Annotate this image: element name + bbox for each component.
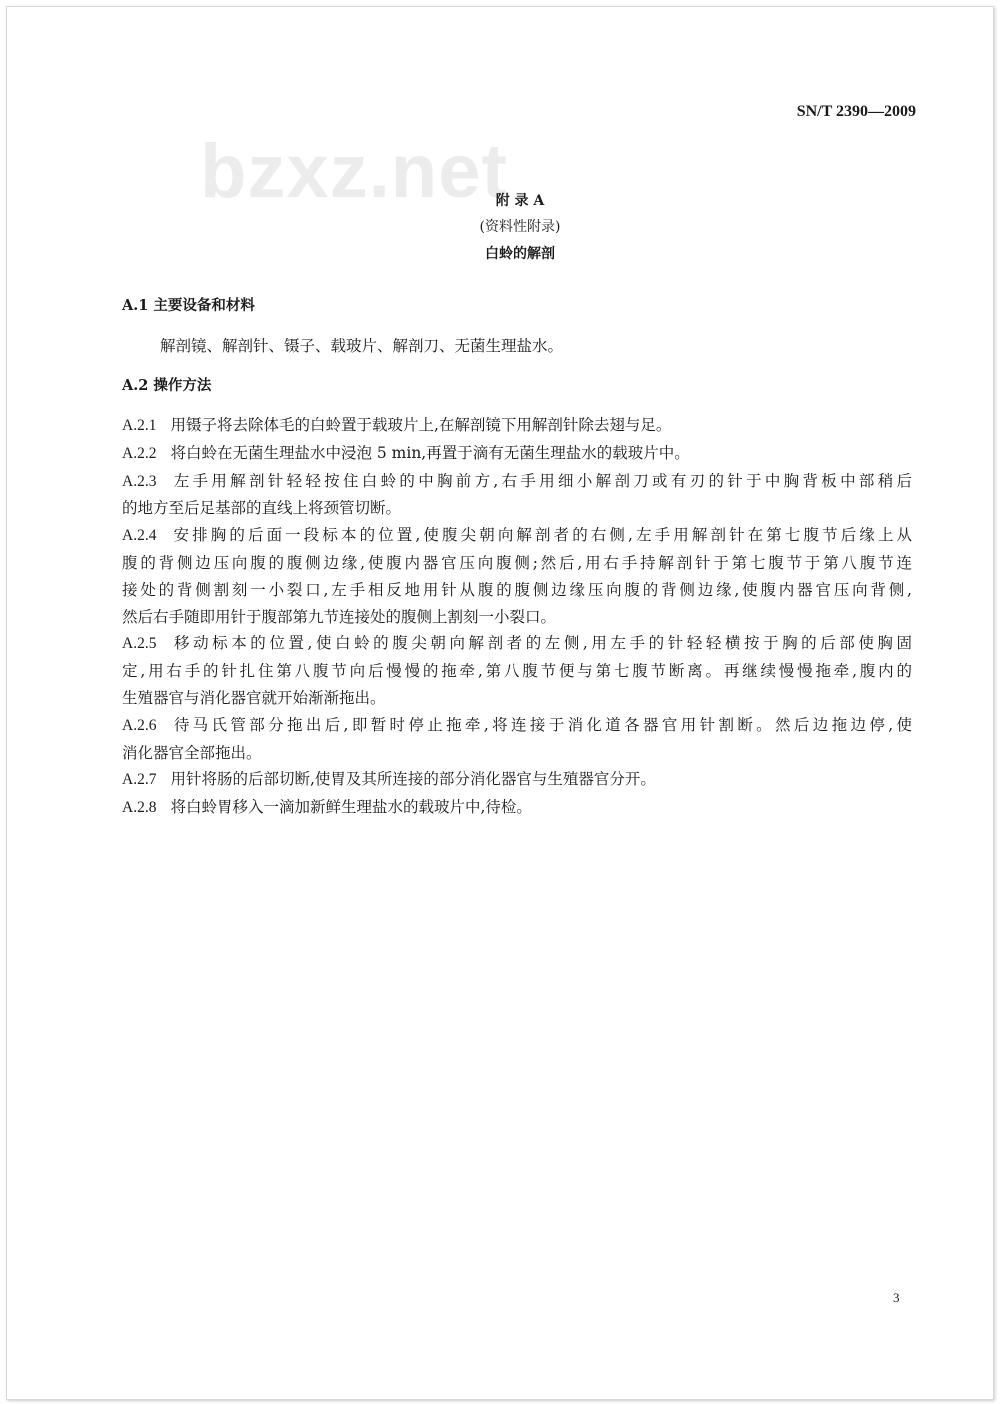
step-line — [122, 522, 912, 550]
step-text: 用镊子将去除体毛的白蛉置于载玻片上,在解剖镜下用解剖针除去翅与足。 — [170, 416, 672, 434]
step-number: A.2.5 — [122, 635, 157, 653]
step-line — [122, 766, 912, 794]
appendix-name: 白蛉的解剖 — [485, 246, 555, 262]
step-line — [122, 412, 912, 440]
step-number: A.2.4 — [122, 527, 157, 545]
step-text: 接处的背侧割刻一小裂口,左手相反地用针从腹的腹侧边缘压向腹的背侧边缘,使腹内器官压向背侧, — [122, 580, 912, 599]
step-text: 定,用右手的针扎住第八腹节向后慢慢的拖牵,第八腹节便与第七腹节断离。再继续慢慢拖牵,腹内的 — [122, 662, 912, 681]
step-line — [122, 685, 912, 712]
step-text: 生殖器官与消化器官就开始渐渐拖出。 — [122, 688, 386, 707]
step-line — [122, 468, 912, 496]
step-line — [122, 740, 912, 767]
step-line — [122, 550, 912, 577]
step-text: 的地方至后足基部的直线上将颈管切断。 — [122, 499, 402, 518]
step-number: A.2.6 — [122, 716, 157, 734]
section-a1-heading: A.1 主要设备和材料 — [122, 297, 255, 314]
step-line — [122, 630, 912, 658]
page-number: 3 — [893, 1290, 900, 1305]
step-text: 移动标本的位置,使白蛉的腹尖朝向解剖者的左侧,用左手的针轻轻横按于胸的后部使胸固 — [170, 634, 912, 653]
standard-number: SN/T 2390—2009 — [796, 103, 916, 120]
step-text: 左手用解剖针轻轻按住白蛉的中胸前方,右手用细小解剖刀或有刃的针于中胸背板中部稍后 — [170, 471, 912, 490]
step-line — [122, 794, 912, 822]
step-line — [122, 712, 912, 740]
step-number: A.2.2 — [122, 444, 157, 462]
step-number: A.2.3 — [122, 472, 157, 490]
section-a1-text: 解剖镜、解剖针、镊子、载玻片、解剖刀、无菌生理盐水。 — [160, 337, 564, 355]
step-text: 用针将肠的后部切断,使胃及其所连接的部分消化器官与生殖器官分开。 — [170, 770, 656, 789]
step-line — [122, 604, 912, 631]
step-number: A.2.8 — [122, 799, 157, 817]
step-text: 然后右手随即用针于腹部第九节连接处的腹侧上割刻一小裂口。 — [122, 607, 557, 626]
step-line — [122, 495, 912, 522]
step-text: 安排胸的后面一段标本的位置,使腹尖朝向解剖者的右侧,左手用解剖针在第七腹节后缘上从 — [170, 526, 912, 545]
step-text: 将白蛉胃移入一滴加新鲜生理盐水的载玻片中,待检。 — [170, 798, 532, 817]
step-number: A.2.1 — [122, 417, 157, 434]
section-a2-heading: A.2 操作方法 — [122, 377, 212, 394]
step-text: 将白蛉在无菌生理盐水中浸泡 5 min,再置于滴有无菌生理盐水的载玻片中。 — [170, 443, 690, 462]
step-line — [122, 577, 912, 604]
procedure-steps — [122, 412, 912, 822]
appendix-title: 附 录 A — [495, 193, 545, 209]
step-text: 腹的背侧边压向腹的腹侧边缘,使腹内器官压向腹侧;然后,用右手持解剖针于第七腹节于第八腹节连 — [122, 553, 912, 572]
step-number: A.2.7 — [122, 771, 157, 789]
step-text: 消化器官全部拖出。 — [122, 743, 262, 762]
appendix-type: (资料性附录) — [479, 219, 561, 235]
step-line — [122, 658, 912, 685]
step-text: 待马氏管部分拖出后,即暂时停止拖牵,将连接于消化道各器官用针割断。然后边拖边停,使 — [170, 715, 912, 734]
watermark: bzxz.net — [200, 129, 508, 214]
step-line — [122, 440, 912, 468]
